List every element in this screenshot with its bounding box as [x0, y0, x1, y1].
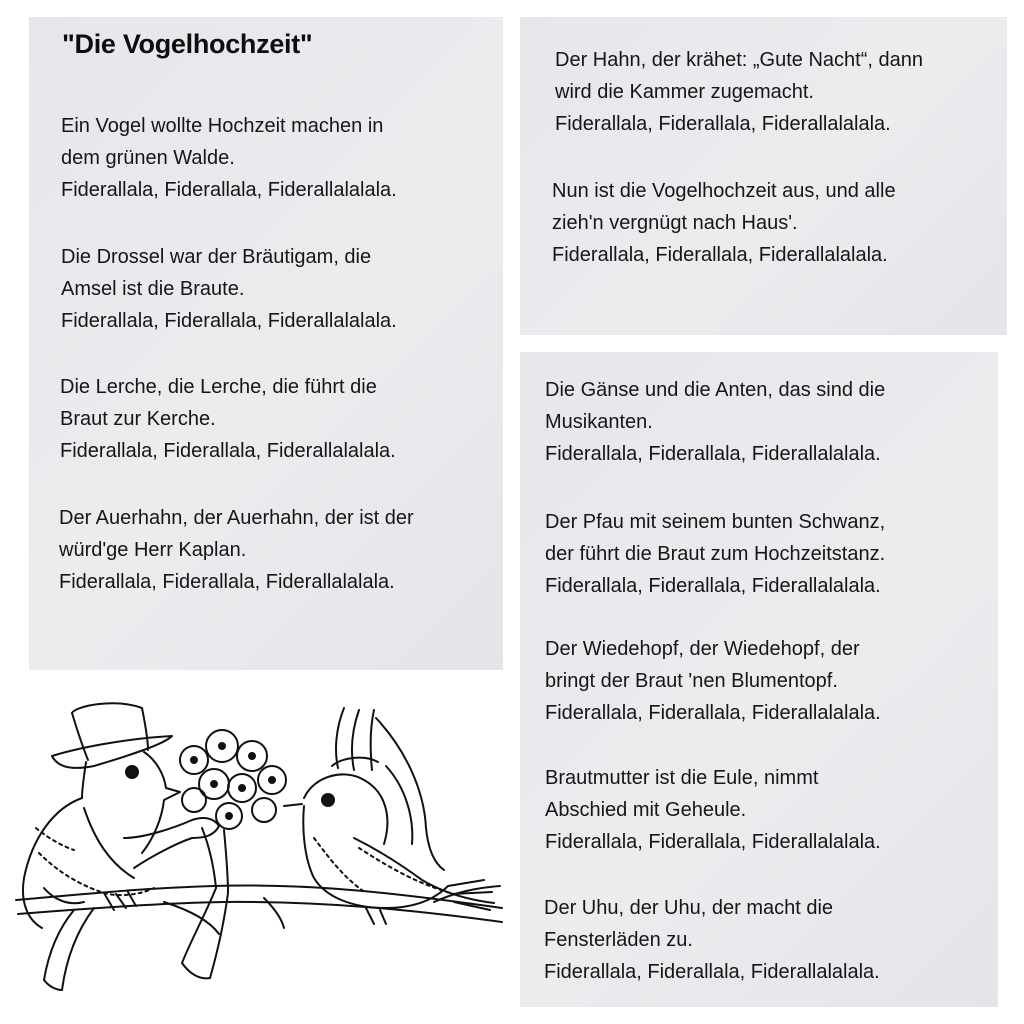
flower-bouquet: [180, 730, 286, 978]
refrain-line: Fiderallala, Fiderallala, Fiderallalalala.: [61, 179, 397, 201]
stanza-line: der führt die Braut zum Hochzeitstanz.: [545, 543, 886, 565]
stanza-3: [60, 371, 396, 467]
stanza-6: [552, 175, 896, 271]
stanza-10: [545, 762, 881, 858]
stanza-line: Der Pfau mit seinem bunten Schwanz,: [545, 511, 886, 533]
song-title: "Die Vogelhochzeit": [62, 29, 313, 59]
branch: [16, 886, 502, 990]
refrain-line: Fiderallala, Fiderallala, Fiderallalalala.: [555, 113, 891, 135]
groom-bird: [23, 703, 219, 928]
stanza-line: Brautmutter ist die Eule, nimmt: [545, 767, 819, 789]
stanza-line: Der Hahn, der krähet: „Gute Nacht“, dann: [555, 49, 923, 71]
bird-wedding-illustration: [14, 688, 504, 1018]
stanza-7: [545, 374, 885, 470]
stanza-2: [61, 241, 397, 337]
stanza-line: Braut zur Kerche.: [60, 408, 216, 430]
refrain-line: Fiderallala, Fiderallala, Fiderallalalala.: [545, 443, 881, 465]
refrain-line: Fiderallala, Fiderallala, Fiderallalalala.: [59, 571, 395, 593]
bottom-right-lyrics-sheet: [520, 352, 998, 1007]
stanza-line: Fensterläden zu.: [544, 929, 693, 951]
stanza-11: [544, 892, 880, 988]
left-lyrics-sheet: [29, 17, 503, 670]
top-right-lyrics-sheet: [520, 17, 1007, 335]
stanza-line: Amsel ist die Braute.: [61, 278, 245, 300]
stanza-line: Die Gänse und die Anten, das sind die: [545, 379, 886, 401]
stanza-line: würd'ge Herr Kaplan.: [59, 539, 247, 561]
refrain-line: Fiderallala, Fiderallala, Fiderallalalala.: [61, 310, 397, 332]
refrain-line: Fiderallala, Fiderallala, Fiderallalalala.: [552, 244, 888, 266]
stanza-line: Der Auerhahn, der Auerhahn, der ist der: [59, 507, 414, 529]
stanza-9: [545, 633, 881, 729]
stanza-line: zieh'n vergnügt nach Haus'.: [552, 212, 798, 234]
stanza-8: [545, 506, 885, 602]
refrain-line: Fiderallala, Fiderallala, Fiderallalalala.: [545, 702, 881, 724]
stanza-line: Abschied mit Geheule.: [545, 799, 747, 821]
refrain-line: Fiderallala, Fiderallala, Fiderallalalala.: [544, 961, 880, 983]
refrain-line: Fiderallala, Fiderallala, Fiderallalalala.: [545, 831, 881, 853]
refrain-line: Fiderallala, Fiderallala, Fiderallalalala.: [545, 575, 881, 597]
stanza-line: Ein Vogel wollte Hochzeit machen in: [61, 115, 384, 137]
stanza-4: [59, 502, 414, 598]
stanza-1: [61, 110, 397, 206]
stanza-line: bringt der Braut 'nen Blumentopf.: [545, 670, 838, 692]
stanza-line: Nun ist die Vogelhochzeit aus, und alle: [552, 180, 896, 202]
refrain-line: Fiderallala, Fiderallala, Fiderallalalala.: [60, 440, 396, 462]
stanza-line: Die Drossel war der Bräutigam, die: [61, 246, 372, 268]
stanza-line: wird die Kammer zugemacht.: [555, 81, 814, 103]
stanza-line: Der Uhu, der Uhu, der macht die: [544, 897, 834, 919]
stanza-line: Die Lerche, die Lerche, die führt die: [60, 376, 377, 398]
stanza-line: dem grünen Walde.: [61, 147, 235, 169]
stanza-line: Der Wiedehopf, der Wiedehopf, der: [545, 638, 860, 660]
stanza-5: [555, 44, 923, 140]
stanza-line: Musikanten.: [545, 411, 653, 433]
